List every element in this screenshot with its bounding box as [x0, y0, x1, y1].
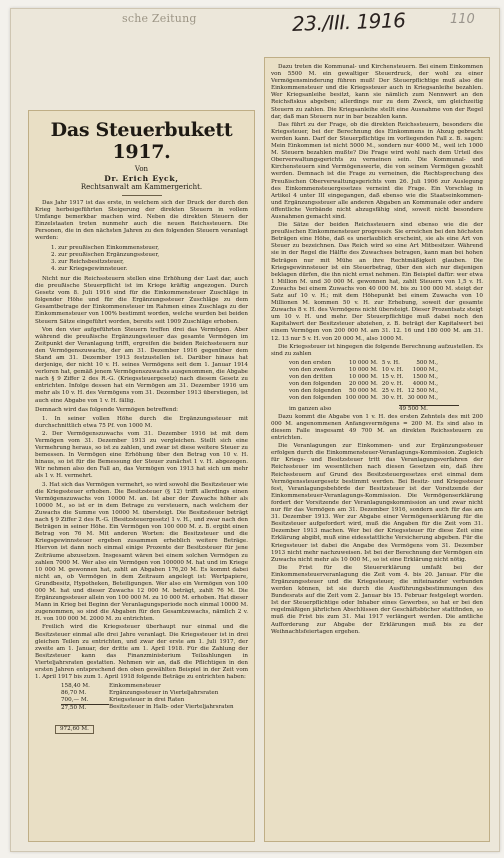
calc-row — [61, 683, 248, 690]
paragraph: Nicht nur die Reichssteuern stellen eine Erhöhung der Last dar, auch die preußische Steuerpflicht ist im Kriege kräftig angezogen. Durch Gesetz vom 8. Juli 1916 sind für die Einkommensteuer Zuschläge in folgender Höhe und für die Ergänzungssteuer Zuschläge zu dem Gesamtbetrage der Einkommensteuer im Rahmen eines Zuschlags zu der Einkommensteuer von 100% bestimmt worden, welche wurden bei beiden Steuern Sätze eingeführt worden, bereits seit 1909 Zuschläge erhoben. — [35, 275, 248, 325]
table-row — [289, 381, 442, 388]
rate-percent: 10 v. H. — [381, 366, 404, 373]
newspaper-masthead: sche Zeitung — [122, 12, 197, 25]
calc-row — [61, 697, 248, 704]
paragraph: Die Veranlagungen zur Einkommen- und zur Ergänzungssteuer erfolgen durch die Einkommensteuer-Veranlagungs-Kommission. Zugleich für Kriegs- und Besitzsteuer tritt das Veranlagungsverfahren der Reichssteuer im wesentlichen nach diesen Gesetzen ein, daß ihre Reichssteuern auf Grund des Besitzsteuergesetzes erst einmal dem Vermögenssteuergesetz bestimmt werden. Bei Besitz- und Kriegssteuer fest, Veranlagungsbehörde der Besitzsteuer ist der Vorsitzende der Einkommensteuer-Veranlagungs-Kommission. Die Vermögenserklärung fordert der Vorsitzende der Veranlagungskommission an und zwar nicht nur für das Vermögen am 31. Dezember 1916, sondern auch für das am 31. Dezember 1913. Wer zur Abgabe einer Vermögenserklärung für die Besitzsteuer aufgefordert wird, muß die Angaben für die Zeit vom 31. Dezember 1913 machen. Wer bei der Kriegssteuer für diese Zeit eine Erklärung abgibt, muß eine eidesstattliche Versicherung abgeben. Für die Kriegssteuer ist dabei die Angabe des Vermögens vom 31. Dezember 1913 nicht mehr nachzuweisen. Ist bei der Berechnung der Vermögen ein Zuwachs nicht mehr als 10 000 M., so ist eine Erklärung nicht nötig. — [271, 443, 483, 563]
rate-equals: 12 500 M., — [407, 388, 439, 395]
byline-von: Von — [134, 165, 149, 173]
rates-total-value: 49 500 M. — [399, 406, 428, 413]
rate-amount: 100 000 M. — [345, 395, 378, 402]
rate-percent: 15 v. H. — [381, 374, 404, 381]
paragraph: 3. Hat sich das Vermögen vermehrt, so wird sowohl die Besitzsteuer wie die Kriegssteuer erhoben. Die Besitzsteuer (§ 12) trifft allerdings einen Vermögenszuwachs von 10000 M. an. Ist aber der Zuwachs höher als 10000 M., so ist er in dem Betrage zu versteuern, nach welchem der Zuwachs die Summe von 10000 M. übersteigt. Die Besitzsteuer beträgt nach § 9 Ziffer 2 des R.-G. (Besitzsteuergesetz) 1 v. H., und zwar nach den Beträgen in seiner Höhe. Ein Vermögen von 100 000 M. z. B. ergibt einen Betrag von 76 M. Mit anderen Worten: die Besitzsteuer und die Kriegsgewinnsteuer ergeben zusammen erheblich weitere Beträge. Hiervon ist dann noch einmal einige Prozente der Besitzsteuer für jene Zeiträume abzusetzen. Insgesamt wären bei einem solchen Vermögen zu zahlen 7000 M. Wer also ein Vermögen von 100000 M. hat und im Kriege 10 000 M. gewonnen hat, zahlt an Abgaben 176,20 M. Es kommt dabei nicht an, ob Vermögen in dem Zeitraum angelegt ist: Wertpapiere, Grundbesitz, Hypotheken, Beteiligungen. Wer also ein Vermögen von 100 000 M. hat und dieser Zuwachs 12 000 M. beträgt, zahlt 76 M. Die Ergänzungssteuer allein von 100 000 M. zu 10 000 M. erhoben. Hat dieser Mann in Krieg bei Beginn der Veranlagungsperiode noch einmal 10000 M. zugenommen, so sind die Abgaben für den Gesamtzuwachs, nämlich 2 v. H. von 100 000 M. 2000 M. zu entrichten. — [35, 481, 248, 623]
rate-range: von den zweiten — [289, 366, 336, 373]
paragraph: Die Kriegssteuer ist hingegen die folgende Berechnung aufzustellen. Es sind zu zahlen — [271, 343, 483, 357]
paragraph: Freilich wird die Kriegssteuer überhaupt nur einmal und die Besitzsteuer einmal alle drei Jahre veranlagt. Die Kriegssteuer ist in drei gleichen Teilen zu entrichten, und zwar der erste am 1. Juli 1917, der zweite am 1. Januar, der dritte am 1. April 1918. Für die Zahlung der Besitzsteuer kann das Finanzministerium Teilzahlungen in Vierteljahrsraten gestatten. Nehmen wir an, daß die Pflichtigen in den ersten Jahren entsprechend den oben gewählten Beispiel in der Zeit vom 1. April 1917 bis zum 1. April 1918 folgende Beträge zu entrichten haben: — [35, 624, 248, 681]
paragraph: Von den vier aufgeführten Steuern treffen drei das Vermögen. Aber während die preußische Ergänzungssteuer das gesamte Vermögen im Zeitpunkt der Veranlagung trifft, ergreifen die beiden Reichssteuern nur den Vermögenszuwachs, der am 31. Dezember 1916 gegenüber dem Stand am 31. Dezember 1913 festzustellen ist. Darüber hinaus hat derjenige, der nicht 10 v. H. seines Vermögens seit dem 1. Januar 1914 verloren hat, gemäß jenem Vermögenszuwachs ausgenommen, die Abgabe nach § 9 Ziffer 2 des R.-G. (Kriegssteuergesetz) nach diesem Gesetz zu entrichten. Infolge dessen hat ein Vermögen am 31. Dezember 1916 um mehr als 10 v. H. des Vermögens vom 31. Dezember 1913 überstiegen, ist auch eine Abgabe von 1 v. H. fällig. — [35, 326, 248, 404]
paragraph: Das Jahr 1917 ist das erste, in welchem sich der Druck der durch den Krieg herbeigeführten Steigerung der direkten Steuern in vollem Umfange bemerkbar machen wird. Neben die direkten Steuern der Einzelstaaten treten nunmehr auch die neuen Reichssteuern. Die Personen, die in den nächsten Jahren zu den folgenden Steuern veranlagt werden: — [35, 200, 248, 242]
rate-range: von den dritten — [289, 374, 333, 381]
page-mark: 110 — [450, 12, 475, 27]
paragraph: Dazu kommt die Abgabe von 1 v. H. des ersten Zehntels des mit 200 000 M. angenommenen Anfangsvermögens = 200 M. Es sind also in diesem Falle insgesamt 49 700 M. an direkten Reichssteuern zu entrichten. — [271, 413, 483, 442]
rate-equals: 1500 M., — [412, 374, 439, 381]
table-row — [289, 395, 442, 402]
paragraph: Demnach wird das folgende Vermögen betreffend: — [35, 406, 179, 413]
rate-equals: 4000 M., — [412, 381, 439, 388]
paragraph: 1. In seiner vollen Höhe durch die Ergänzungssteuer mit durchschnittlich etwa 75 Pf. von 1000 M. — [35, 415, 248, 429]
calc-row — [61, 690, 248, 697]
calc-amount: 27,50 M. — [61, 704, 109, 712]
table-row — [289, 367, 442, 374]
rate-range: von den folgenden — [289, 388, 342, 395]
payment-calculation — [61, 683, 248, 712]
table-row — [289, 360, 442, 367]
rate-amount: 10 000 M. — [348, 366, 378, 373]
rate-amount: 10 000 M. — [348, 359, 378, 366]
calc-amount: 158,40 M. — [61, 683, 90, 690]
rate-amount: 50 000 M. — [348, 388, 378, 395]
list-item: 1. zur preußischen Einkommensteuer, — [51, 244, 160, 251]
paragraph: 2. Der Vermögenszuwachs vom 31. Dezember 1916 ist mit dem Vermögen vom 31. Dezember 1913 zu vergleichen. Stellt sich eine Vermehrung heraus, so ist zu zahlen, und zwar ist diese weitere Steuer zu bemessen. In Vermögen eine Erhöhung über den Betrag von 10 v. H. hinaus, so ist für die Bemessung der Steuer zunächst 1 v. H. abgezogen. Wir nehmen also den Fall an, das Vermögen von 1913 hat sich um mehr als 1 v. H. vermehrt. — [35, 430, 248, 480]
paragraph: Das führt zu der Frage, ob die direkten Reichssteuern, besonders die Kriegssteuer, bei der Berechnung des Einkommens in Abzug gebracht werden kann. Darf der Steuerpflichtige im vorliegenden Fall z. B. sagen: Mein Einkommen ist nicht 5000 M., sondern nur 4000 M., weil ich 1000 M. Steuern bezahlen mußte? Die Frage wird wohl nach dem Urteil des Oberverwaltungsgerichts zu verneinen sein. Die Kommunal- und Kirchensteuern sind Vermögenswerte, die von seinem Vermögen gezahlt werden. Demnach ist die Frage zu verneinen, die Rechtsprechung des Preußischen Oberverwaltungsgerichts vom 26. Juli 1906 zur Auslegung des Einkommensteuergesetzes verneint die Frage. Ein Vorschlag in Artikel 4 unter III eingegangen, daß ebenso wie die Staatseinkommen- und Ergänzungssteuer alle anderen Abgaben an Kommunale oder andere öffentliche Verbände nicht abzugsfähig sind, soweit nicht besondere Ausnahmen gemacht sind. — [271, 121, 483, 220]
rate-equals: 30 000 M., — [407, 395, 439, 402]
author-role: Rechtsanwalt am Kammergericht. — [80, 183, 203, 191]
rate-range: von den folgenden — [289, 381, 342, 388]
calc-text: Einkommensteuer — [109, 683, 161, 690]
calc-row — [61, 704, 248, 712]
author-name: Dr. Erich Eyck, — [104, 174, 179, 183]
rate-percent: 25 v. H. — [381, 388, 404, 395]
calc-amount: 86,70 M. — [61, 690, 87, 697]
rate-percent: 30 v. H. — [381, 395, 404, 402]
rate-equals: 500 M., — [416, 359, 439, 366]
tax-list — [51, 245, 248, 273]
table-row — [289, 388, 442, 395]
war-tax-rate-table — [289, 360, 442, 403]
clipping-right-column — [264, 57, 490, 842]
paragraph: Dazu treten die Kommunal- und Kirchensteuern. Bei einem Einkommen von 5500 M. ein gewaltiger Steuerdruck, der wohl zu einer Vermögensminderung führen muß! Der Steuerpflichtige muß also die Einkommensteuer und die Kriegssteuer auch in Kriegsanleihe bezahlen. Wer Kriegsanleihe besitzt, kann sie nämlich zum Nennwert an den Reichsfiskus abgeben; allerdings nur zu dem Zweck, um gleichzeitig Steuern zu zahlen. Die Kriegsanleihe stellt eine Ausnahme von der Regel dar, daß man Steuern nur in bar bezahlen kann. — [271, 64, 483, 120]
article-title: Das Steuerbukett 1917. — [50, 119, 233, 163]
rate-amount: 20 000 M. — [348, 381, 378, 388]
rate-range: von den folgenden — [289, 395, 342, 402]
list-item: 2. zur preußischen Ergänzungssteuer, — [51, 251, 160, 258]
clipping-left-column — [28, 110, 255, 842]
rate-percent: 5 v. H. — [381, 359, 400, 366]
calc-text: Kriegssteuer in drei Raten — [109, 697, 185, 704]
list-item: 4. zur Kriegsgewinnsteuer. — [51, 265, 128, 272]
calc-text: Besitzsteuer in Halb- oder Vierteljahrsraten — [109, 704, 234, 711]
rates-total-row — [289, 406, 483, 413]
rate-range: von den ersten — [289, 359, 332, 366]
rates-total-label: im ganzen also — [289, 406, 332, 413]
title-rule — [122, 195, 162, 196]
rate-equals: 1000 M., — [412, 366, 439, 373]
paragraph: Die Frist für die Steuererklärung umfaßt bei der Einkommensteuerveranlagung die Zeit vom 4. bis 20. Januar. Für die Ergänzungssteuer und die Kriegssteuer, die miteinander verbunden werden können, ist sie durch die Ausführungsbestimmungen des Bundesrats auf die Zeit vom 2. Januar bis 15. Februar festgelegt worden. Ist der Steuerpflichtige oder Inhaber eines Gewerbes, so hat er bei den regelmäßigen jährlichen Abschlüssen der Geschäftsbücher stattfinden, so muß die Frist bis zum 31. Mai 1917 verlängert werden. Die amtliche Aufforderung zur Abgabe der Erklärungen muß bis zu der Weihnachtsfeiertagen ergehen. — [271, 564, 483, 635]
calc-total: 972,60 M. — [55, 725, 94, 734]
list-item: 3. zur Reichsbesitzsteuer, — [51, 258, 124, 265]
calc-amount: 700,— M. — [61, 697, 89, 704]
paragraph: Die Sätze der beiden Reichssteuern sind ebenso wie die der preußischen Einkommensteuer progressiv. Sie erreichen bei den höchsten Beträgen eine Höhe, daß es unerlaublich erscheint, sie als eine Art von Steuer zu bezeichnen. Das Reich wird so eine Art Mitbesitzer. Während sie in der Regel die Hälfte des Zuwachses betragen, kann man bei hohen Beträgen nur mit Mühe an ihre Rechtmäßigkeit glauben. Die Kriegsgewinnsteuer ist ein Steuerbetrag, über den sich nur diejenigen beklagen dürfen, die ihn nicht ernst nehmen. Ein Beispiel dafür: wer etwa 1 Million M. und 30 000 M. gewonnen hat, zahlt Steuern von 1,5 v. H. Zuwachs bei einem Zuwachs von 40 000 M. bis zu 100 000 M. steigt der Satz auf 10 v. H.; mit dem Höhepunkt bei einem Zuwachs von 10 Millionen M. kommen 50 v. H. zur Erhebung, soweit der gesamte Zuwachs 8 v. H. des Vermögens nicht übersteigt. Dieser Prozentsatz steigt um 10 v. H. und mehr. Der Steuerpflichtige muß dabei noch den Kapitalwert der Besitzsteuer abziehen, z. B. beträgt der Kapitalwert bei einem Vermögen von 200 000 M. am 31. 12. 16 und 180 000 M. am 31. 12. 13 nur 5 v. H. von 20 000 M., also 1000 M. — [271, 222, 483, 342]
byline — [35, 165, 248, 192]
rate-percent: 20 v. H. — [381, 381, 404, 388]
calc-text: Ergänzungssteuer in Vierteljahrsraten — [109, 690, 219, 697]
handwritten-date: 23./III. 1916 — [291, 8, 406, 36]
rate-amount: 10 000 M. — [348, 374, 378, 381]
table-row — [289, 374, 442, 381]
